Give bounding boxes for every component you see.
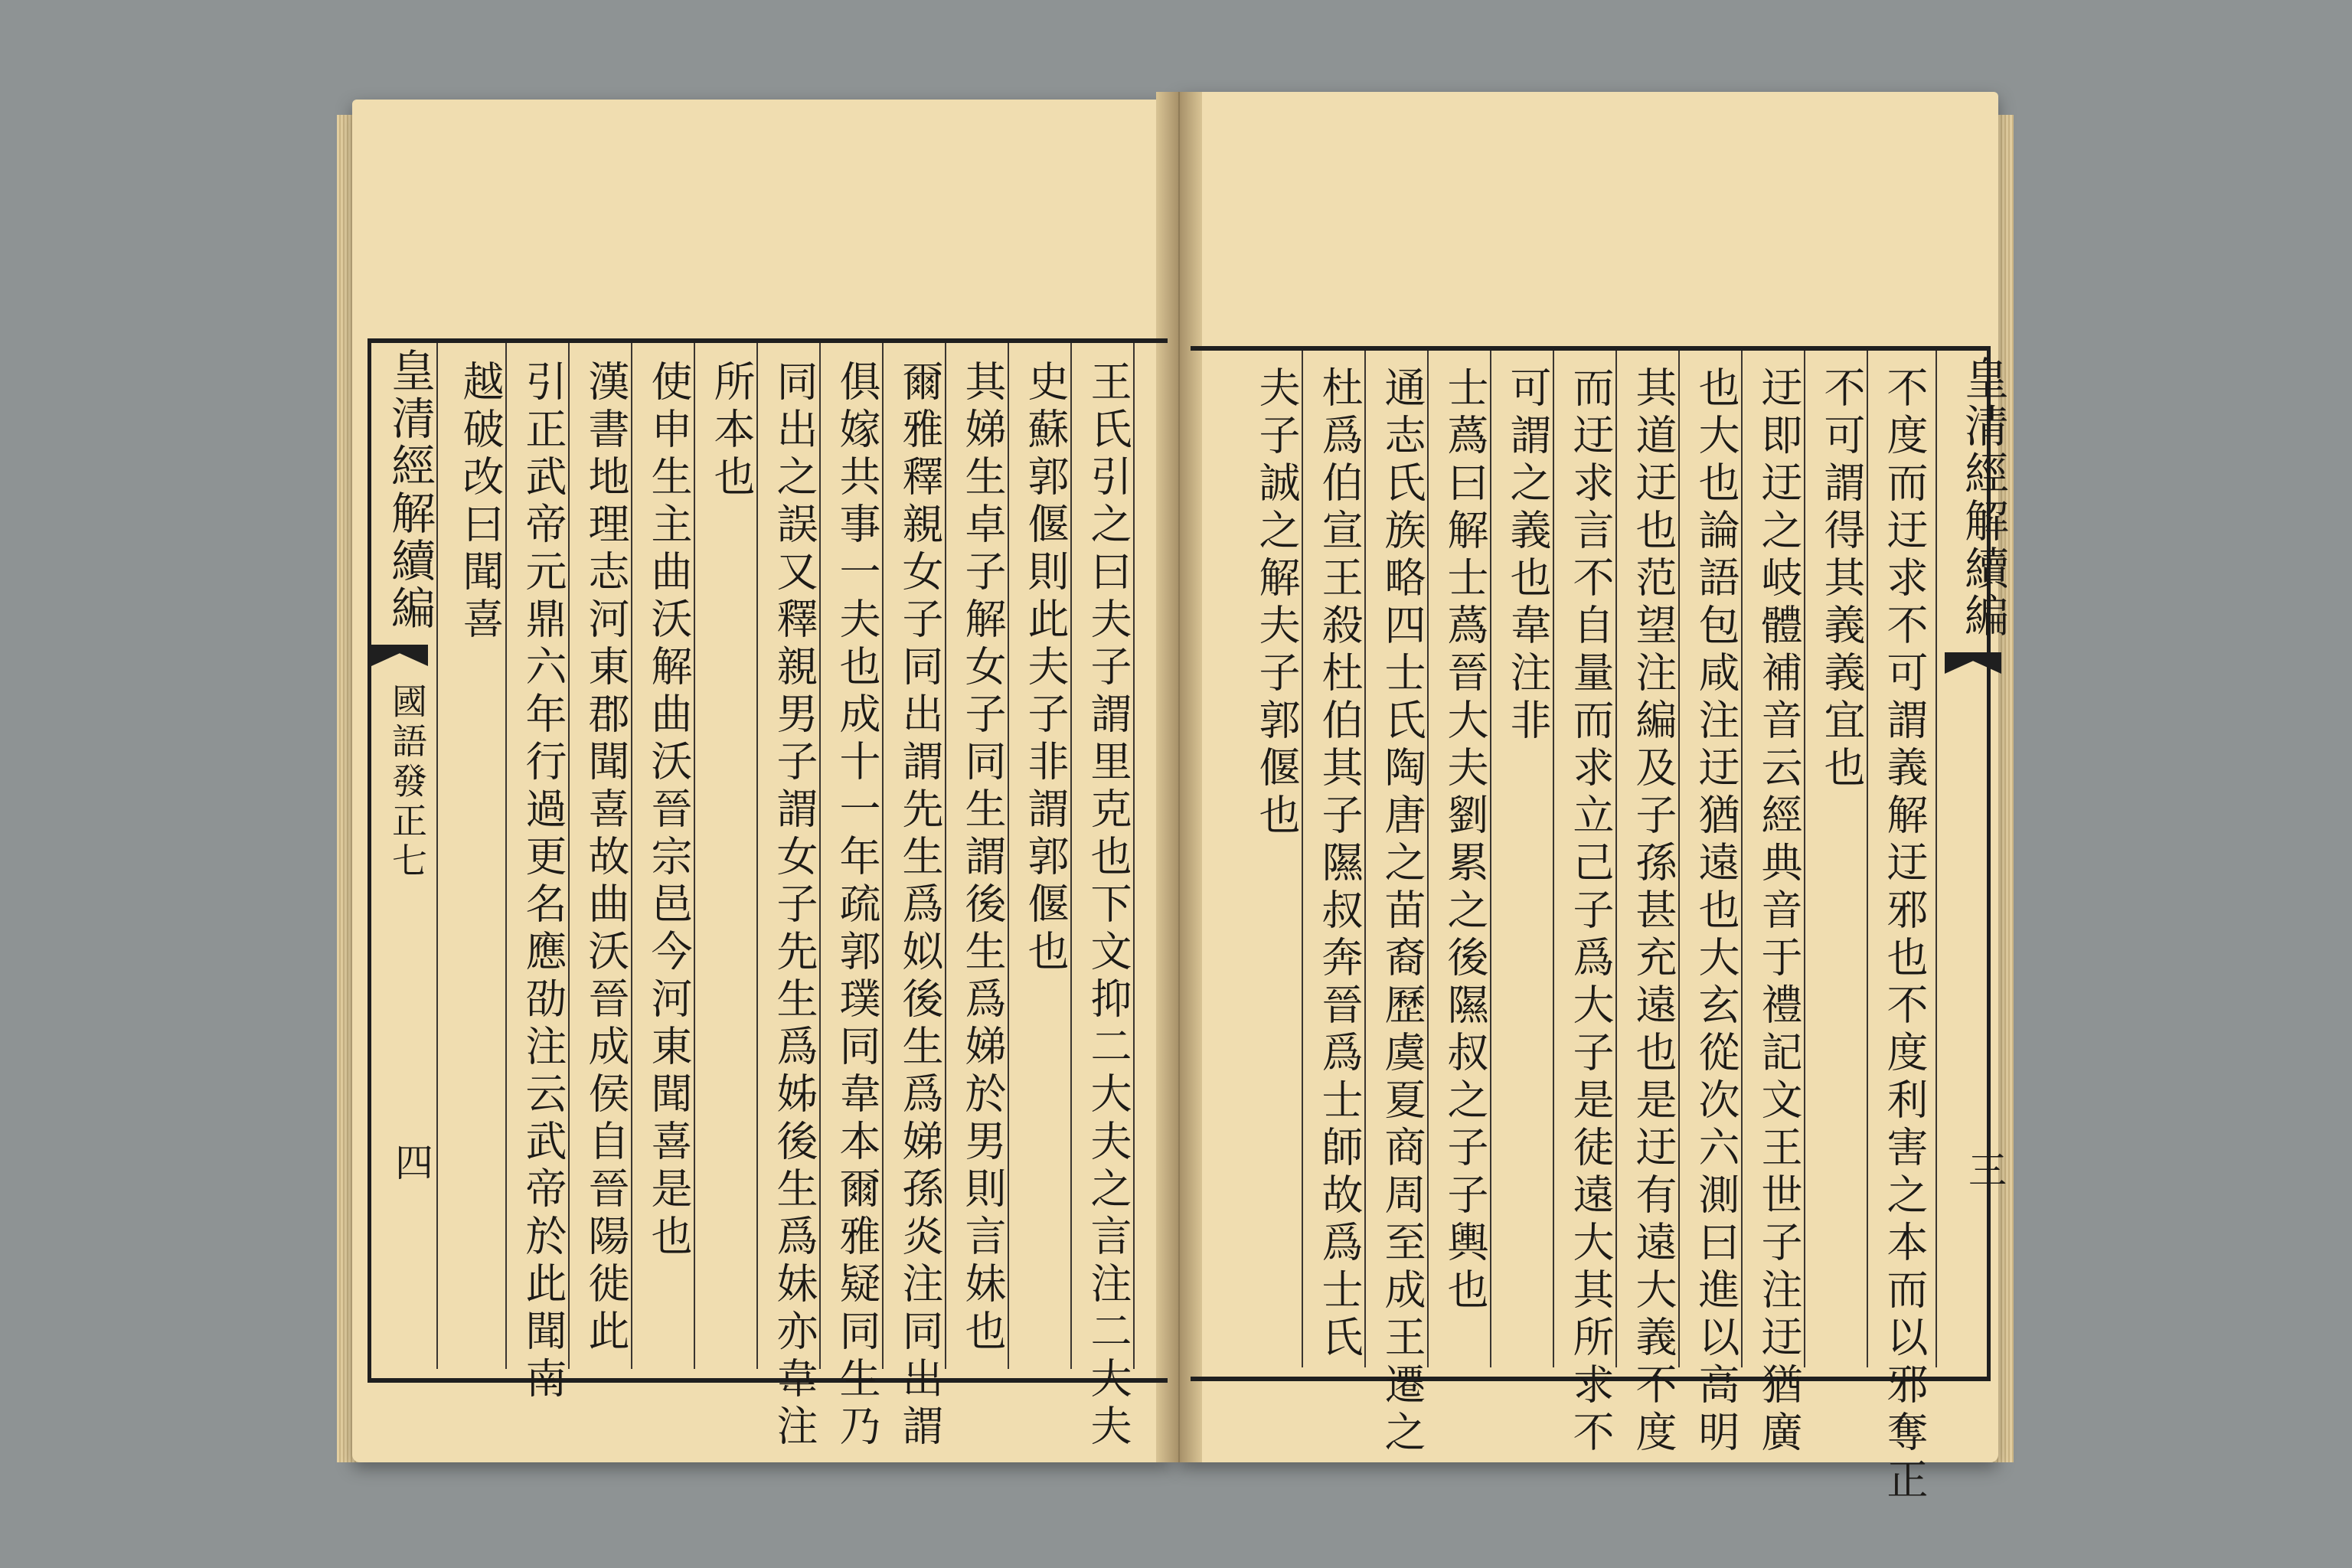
- text-column: 迂即迂之岐體補音云經典音于禮記文王世子注迂猶廣: [1755, 366, 1803, 1458]
- text-column: 同出之誤又釋親男子謂女子先生爲姊後生爲妹亦韋注: [770, 360, 818, 1452]
- text-column: 其道迂也范望注編及子孫甚充遠也是迂有遠大義不度: [1629, 366, 1677, 1458]
- column-rule: [1936, 351, 1937, 1367]
- column-rule: [882, 343, 884, 1369]
- column-rule: [1427, 351, 1429, 1367]
- text-column: 俱嫁共事一夫也成十一年疏郭璞同韋本爾雅疑同生乃: [833, 360, 881, 1452]
- column-rule: [1804, 351, 1805, 1367]
- text-column: 越破改曰聞喜: [456, 360, 505, 645]
- text-column: 所本也: [707, 360, 756, 502]
- column-rule: [1553, 351, 1554, 1367]
- text-column: 可謂之義也韋注非: [1504, 366, 1552, 746]
- right-folio-number: 三: [1962, 1150, 2007, 1188]
- right-fold-margin: [1945, 346, 2009, 1372]
- column-rule: [1615, 351, 1617, 1367]
- text-column: 杜爲伯宣王殺杜伯其子隰叔奔晉爲士師故爲士氏: [1315, 366, 1364, 1363]
- text-column: 漢書地理志河東郡聞喜故曲沃晉成侯自晉陽徙此: [582, 360, 630, 1357]
- left-margin-subtitle: 國語發正七: [387, 683, 428, 882]
- column-rule: [1490, 351, 1491, 1367]
- column-rule: [1133, 343, 1135, 1369]
- text-column: 通志氏族略四士氏陶唐之苗裔歷虞夏商周至成王遷之: [1378, 366, 1426, 1458]
- text-column: 引正武帝元鼎六年行過更名應劭注云武帝於此聞南: [519, 360, 567, 1404]
- text-column: 士蔿曰解士蔿晉大夫劉累之後隰叔之子子輿也: [1441, 366, 1489, 1315]
- column-rule: [1008, 343, 1009, 1369]
- text-column: 也大也論語包咸注迂猶遠也大玄從次六測曰進以高明: [1692, 366, 1740, 1458]
- fishtail-mark: [1945, 652, 2001, 674]
- left-margin-title: 皇清經解續編: [384, 348, 436, 632]
- column-rule: [945, 343, 946, 1369]
- column-rule: [1070, 343, 1072, 1369]
- column-rule: [436, 343, 438, 1369]
- fishtail-mark: [371, 645, 428, 666]
- left-folio-number: 四: [389, 1142, 433, 1181]
- column-rule: [694, 343, 695, 1369]
- right-margin-title: 皇清經解續編: [1957, 355, 2009, 640]
- column-rule: [631, 343, 632, 1369]
- column-rule: [1302, 351, 1303, 1367]
- text-column: 使申生主曲沃解曲沃晉宗邑今河東聞喜是也: [645, 360, 693, 1262]
- text-column: 其娣生卓子解女子同生謂後生爲娣於男則言妹也: [959, 360, 1007, 1357]
- column-rule: [1364, 351, 1366, 1367]
- column-rule: [1867, 351, 1868, 1367]
- text-column: 不度而迂求不可謂義解迂邪也不度利害之本而以邪奪正: [1880, 366, 1929, 1505]
- column-rule: [505, 343, 507, 1369]
- text-column: 而迂求言不自量而求立己子爲大子是徒遠大其所求不: [1566, 366, 1615, 1458]
- column-rule: [819, 343, 821, 1369]
- column-rule: [756, 343, 758, 1369]
- text-column: 夫子誠之解夫子郭偃也: [1253, 366, 1301, 841]
- column-rule: [1741, 351, 1743, 1367]
- text-column: 王氏引之曰夫子謂里克也下文抑二大夫之言注二大夫: [1084, 360, 1132, 1452]
- text-column: 不可謂得其義義宜也: [1818, 366, 1866, 793]
- text-column: 史蘇郭偃則此夫子非謂郭偃也: [1021, 360, 1070, 977]
- column-rule: [568, 343, 570, 1369]
- left-fold-margin: [371, 338, 436, 1374]
- column-rule: [1678, 351, 1680, 1367]
- text-column: 爾雅釋親女子同出謂先生爲姒後生爲娣孫炎注同出謂: [896, 360, 944, 1452]
